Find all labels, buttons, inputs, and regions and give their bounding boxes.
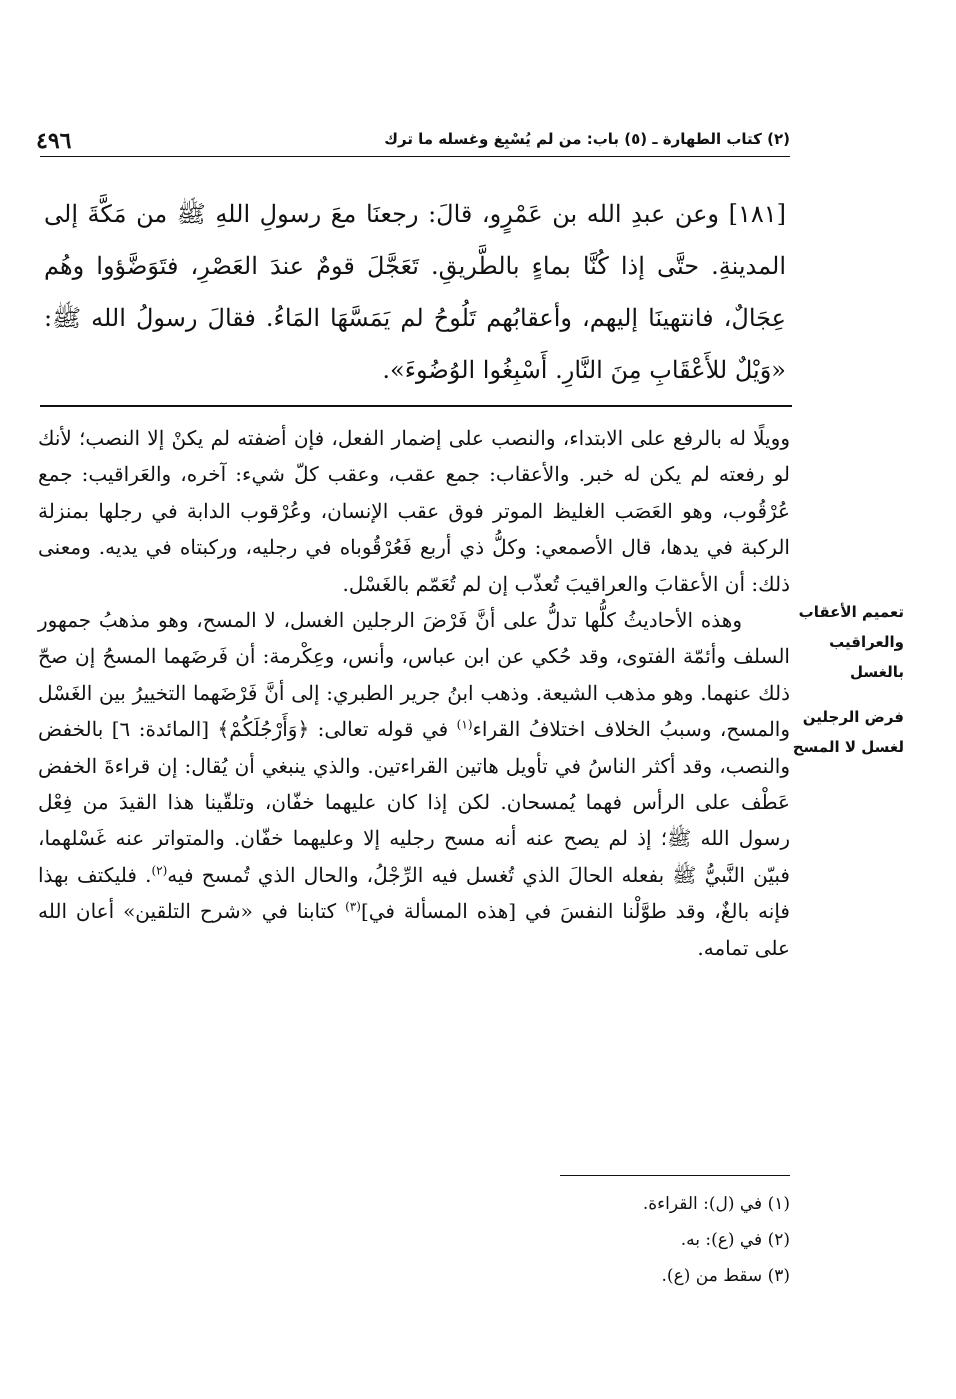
footnote-3: (٣) سقط من (ع). bbox=[661, 1266, 790, 1286]
margin-note-feet-washing: فرض الرجلين لغسل لا المسح bbox=[792, 708, 904, 756]
commentary-text: . فليكتف بهذا فإنه بالغٌ، وقد طوَّلْنا النفسَ في [هذه المسألة في] bbox=[38, 862, 790, 924]
footnote-1: (١) في (ل): القراءة. bbox=[642, 1194, 790, 1214]
commentary-text: كتابنا في «شرح التلقين» أعان الله على تمامه. bbox=[38, 899, 790, 960]
hadith-text: [١٨١] وعن عبدِ الله بن عَمْرٍو، قالَ: رجعنَا معَ رسولِ اللهِ ﷺ من مَكَّةَ إلى المدينةِ. حتَّى إذا كُنَّا بماءٍ بالطَّريقِ. تَعَجَّلَ قومٌ عندَ العَصْرِ، فتَوَضَّؤوا وهُم عِجَالٌ، فانتهينَا إليهم، وأعقابُهم تَلُوحُ لم يَمَسَّهَا المَاءُ. فقالَ رسولُ الله ﷺ: «وَيْلٌ للأَعْقَابِ مِنَ النَّارِ. أَسْبِغُوا الوُضُوءَ». bbox=[44, 200, 786, 384]
commentary-paragraph-1: وويلًا له بالرفع على الابتداء، والنصب على إضمار الفعل، فإن أضفته لم يكنْ إلا النصب؛ لأنك لو رفعته لم يكن له خبر. والأعقاب: جمع عقب، وعقب كلّ شيء: آخره، والعَراقيب: جمع عُرْقُوب، وهو العَصَب الغليظ الموتر فوق عقب الإنسان، وعُرْقوب الدابة في رجلها بمنزلة الركبة في يدها، قال الأصمعي: وكلُّ ذي أربع فَعُرْقُوباه في رجليه، وركبتاه في يديه. ومعنى ذلك: أن الأعقابَ والعراقيبَ تُعذّب إن لم تُعَمّم بالغَسْل. bbox=[38, 426, 791, 596]
page-header bbox=[36, 128, 790, 154]
header-divider bbox=[40, 156, 790, 157]
footnote-marker-3[interactable]: (٣) bbox=[345, 899, 361, 914]
hadith-divider bbox=[40, 405, 792, 407]
footnote-marker-2[interactable]: (٢) bbox=[151, 863, 168, 878]
commentary-paragraph-2 bbox=[38, 602, 790, 966]
running-title: (٢) كتاب الطهارة ـ (٥) باب: من لم يُسْبِغ وغسله ما ترك bbox=[384, 130, 790, 148]
footnote-marker-1[interactable]: (١) bbox=[456, 717, 473, 732]
commentary bbox=[38, 420, 790, 966]
footnote-2: (٢) في (ع): به. bbox=[680, 1230, 790, 1250]
margin-note-heels: تعميم الأعقاب والعراقيب بالغسل bbox=[798, 603, 904, 681]
footnote-divider bbox=[560, 1175, 790, 1176]
commentary-text: في قوله تعالى: ﴿وَأَرْجُلَكُمْ﴾ [المائدة: ٦] بالخفض والنصب، وقد أكثر الناسُ في تأويل هاتين القراءتين. والذي ينبغي أن يُقال: إن قراءةَ الخفض عَطْف على الرأس فهما يُمسحان. لكن إذا كان عليهما خفّان، وتلقّينا هذا القيدَ من فِعْل رسول الله ﷺ؛ إذ لم يصح عنه أنه مسح رجليه إلا وعليهما خفّان. والمتواتر عنه غَسْلهما، فبيّن النَّبيُّ ﷺ بفعله الحالَ الذي تُغسل فيه الرِّجْلُ، والحال الذي تُمسح فيه bbox=[38, 717, 790, 887]
page-number: ٤٩٦ bbox=[36, 128, 72, 154]
footnotes bbox=[440, 1186, 790, 1294]
commentary-text: وهذه الأحاديثُ كلُّها تدلُّ على أنَّ فَرْضَ الرجلين الغسل، لا المسح، وهو مذهبُ جمهور السلف وأئمّة الفتوى، وقد حُكي عن ابن عباس، وأنس، وعِكْرمة: أن فَرضَهما المسحُ إن صحّ ذلك عنهما. وهو مذهب الشيعة. وذهب ابنُ جرير الطبري: إلى أنَّ فَرْضَهما التخييرُ بين الغَسْل والمسح، وسببُ الخلاف اختلافُ القراء bbox=[38, 608, 791, 742]
